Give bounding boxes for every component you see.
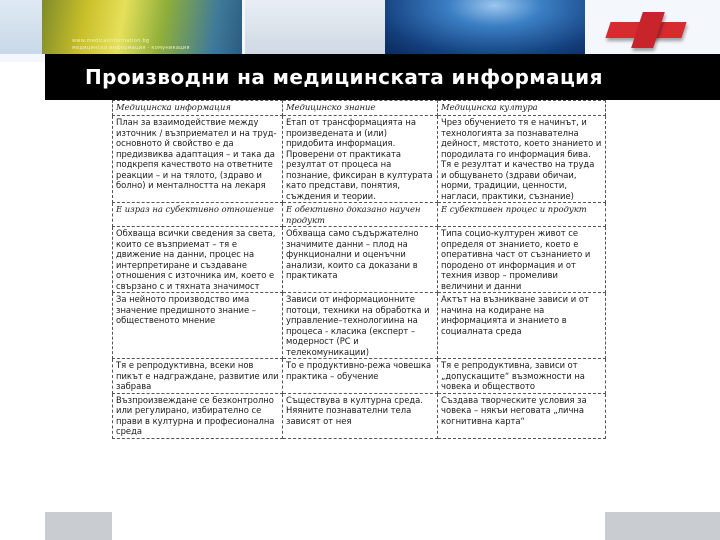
table-cell: За нейното производство има значение предишното знание – общественото мнение — [113, 293, 283, 359]
table-cell: Съществува в културна среда. Няяните познавателни тела зависят от нея — [283, 393, 438, 438]
table-cell: Етап от трансформацията на произведената и (или) придобита информация. Проверени от практиката резултат от процеса на познание, фиксиран в културата като представи, понятия, съждения и теории. — [283, 116, 438, 203]
column-header: Медицинска информация — [113, 101, 283, 116]
table-cell: Е обективно доказано научен продукт — [283, 203, 438, 227]
column-header: Медицинско знание — [283, 101, 438, 116]
table-cell: Обхваща само съдържателно значимите данни – плод на функционални и оценъчни анализи, които са доказани в практиката — [283, 227, 438, 293]
table-header-row — [113, 101, 606, 116]
table-cell: Възпроизвеждане се безконтролно или регулирано, избирателно се прави в културна и професионална среда — [113, 393, 283, 438]
info-table — [112, 100, 606, 439]
banner-gray-panel — [245, 0, 385, 54]
table-row — [113, 359, 606, 394]
table-row — [113, 116, 606, 203]
table-row — [113, 293, 606, 359]
table-cell: Е субективен процес и продукт — [438, 203, 606, 227]
table-cell: Типа социо-културен живот се определя от знанието, което е оперативна част от съзнанието и породено от информация и от техния извор – промеливи величини и данни — [438, 227, 606, 293]
table-row — [113, 203, 606, 227]
slide-title: Производни на медицинската информация — [85, 65, 603, 89]
banner-tiny-text: медицинска информация · комуникация — [72, 45, 190, 51]
table-row — [113, 393, 606, 438]
table-cell: Създава творческите условия за човека – някъи неговата „лична когнитивна карта“ — [438, 393, 606, 438]
banner-left-strip — [0, 0, 42, 54]
table-cell: План за взаимодействие между източник / възприемател и на труд- основното й свойство е да предизвиква адаптация – и така да подкрепя качеството на ответните реакции – и на тялото, (здраво и болно) и менталността на лекаря — [113, 116, 283, 203]
banner-photo — [42, 0, 242, 54]
table-cell: Обхваща всички сведения за света, които се възприемат – тя е движение на данни, процес на интерпретиране и създаване отношения с източника им, което е свързано с и тяхната значимост — [113, 227, 283, 293]
table-cell: Тя е репродуктивна, всеки нов пикът е надграждане, развитие или забрава — [113, 359, 283, 394]
table-cell: Чрез обучението тя е начинът, и технологията за познавателна дейност, мястото, което знанието и породилата го информация бива. Тя е резултат и качество на труда и общуването (здрави обичаи, норми, традиции, ценности, нагласи, практики, съзнание) — [438, 116, 606, 203]
table-cell: Е израз на субективно отношение — [113, 203, 283, 227]
table-row — [113, 227, 606, 293]
table-cell: То е продуктивно-режа човешка практика – обучение — [283, 359, 438, 394]
table-cell: Зависи от информационните потоци, техники на обработка и управление–технологиина на процеса - класика (експерт – модерност (РС и телекомуникации) — [283, 293, 438, 359]
info-table-container — [112, 100, 605, 540]
header-banner — [0, 0, 720, 62]
banner-blue-panel — [385, 0, 585, 54]
table-cell: Актът на възникване зависи и от начина на кодиране на информацията и знанието в социалната среда — [438, 293, 606, 359]
banner-tiny-text: www.medicalinformation.bg — [72, 38, 150, 44]
column-header: Медицинска култура — [438, 101, 606, 116]
table-cell: Тя е репродуктивна, зависи от „допускащите“ възможности на човека и обществото — [438, 359, 606, 394]
